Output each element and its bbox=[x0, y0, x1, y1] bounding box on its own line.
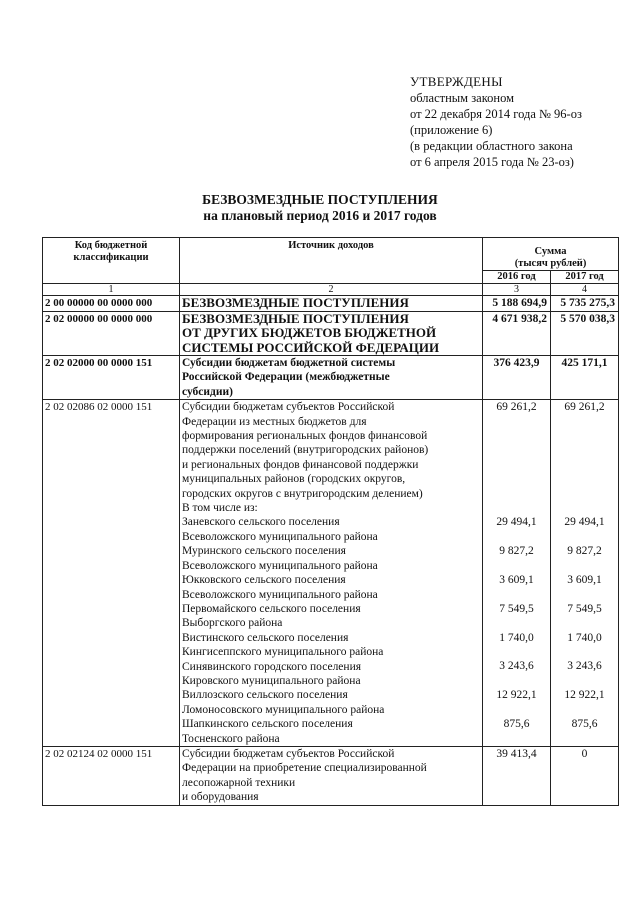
row-value-2016: 376 423,9 bbox=[483, 356, 551, 400]
value-2016: 69 261,2 bbox=[496, 401, 537, 414]
header-year-2016: 2016 год bbox=[483, 271, 551, 284]
value-2017 bbox=[553, 703, 616, 717]
row-source bbox=[180, 311, 483, 356]
source-line: Кировского муниципального района bbox=[182, 674, 361, 687]
value-2017 bbox=[553, 415, 616, 429]
value-2017: 875,6 bbox=[571, 717, 598, 730]
approval-heading: УТВЕРЖДЕНЫ bbox=[410, 74, 503, 89]
row-source bbox=[180, 400, 483, 747]
value-2017 bbox=[553, 472, 616, 486]
approval-line: (приложение 6) bbox=[410, 123, 493, 137]
value-2017: 12 922,1 bbox=[564, 689, 605, 702]
value-2016 bbox=[485, 530, 548, 544]
row-code: 2 02 02000 00 0000 151 bbox=[43, 356, 180, 400]
value-2017: 1 740,0 bbox=[567, 631, 602, 644]
row-source bbox=[180, 296, 483, 312]
row-code: 2 00 00000 00 0000 000 bbox=[43, 296, 180, 312]
source-line: ОТ ДРУГИХ БЮДЖЕТОВ БЮДЖЕТНОЙ bbox=[182, 325, 437, 340]
column-number: 3 bbox=[483, 284, 551, 296]
header-sum-label: Сумма bbox=[534, 246, 567, 257]
value-2017 bbox=[553, 559, 616, 573]
source-line: поддержки поселений (внутригородских районов) bbox=[182, 444, 429, 457]
value-2016: 3 609,1 bbox=[499, 573, 534, 586]
revenue-table bbox=[42, 237, 619, 806]
row-value-2017: 5 570 038,3 bbox=[551, 311, 619, 356]
source-line: Всеволожского муниципального района bbox=[182, 530, 378, 543]
value-2017: 7 549,5 bbox=[567, 602, 602, 615]
source-line: и региональных фондов финансовой поддержки bbox=[182, 458, 419, 471]
value-2017: 3 243,6 bbox=[567, 660, 602, 673]
source-line: субсидии) bbox=[182, 385, 233, 398]
source-line: и оборудования bbox=[182, 791, 259, 804]
value-2016: 1 740,0 bbox=[499, 631, 534, 644]
source-line: БЕЗВОЗМЕЗДНЫЕ ПОСТУПЛЕНИЯ bbox=[182, 310, 409, 326]
value-2017 bbox=[553, 674, 616, 688]
header-year-2017: 2017 год bbox=[551, 271, 619, 284]
source-line: Кингисеппского муниципального района bbox=[182, 646, 384, 659]
source-line: СИСТЕМЫ РОССИЙСКОЙ ФЕДЕРАЦИИ bbox=[182, 339, 440, 355]
approval-line: областным законом bbox=[410, 91, 515, 105]
value-2017 bbox=[553, 487, 616, 501]
source-line: Первомайского сельского поселения bbox=[182, 602, 361, 615]
table-row bbox=[43, 311, 619, 356]
source-line: Российской Федерации (межбюджетные bbox=[182, 371, 390, 384]
value-2016 bbox=[485, 487, 548, 501]
source-line: Выборгского района bbox=[182, 617, 283, 630]
column-number: 2 bbox=[180, 284, 483, 296]
value-2016 bbox=[485, 645, 548, 659]
source-line: Синявинского городского поселения bbox=[182, 660, 362, 673]
row-value-2017 bbox=[551, 400, 619, 747]
document-title bbox=[0, 192, 640, 224]
value-2017 bbox=[553, 587, 616, 601]
approval-stamp bbox=[410, 74, 582, 170]
source-line: Субсидии бюджетам субъектов Российской bbox=[182, 747, 395, 760]
value-2016: 29 494,1 bbox=[496, 516, 537, 529]
table-row bbox=[43, 400, 619, 747]
source-line: Вистинского сельского поселения bbox=[182, 631, 349, 644]
value-2017 bbox=[553, 443, 616, 457]
source-line: Федерации из местных бюджетов для bbox=[182, 415, 367, 428]
row-code: 2 02 00000 00 0000 000 bbox=[43, 311, 180, 356]
value-2016 bbox=[485, 501, 548, 515]
row-value-2017: 0 bbox=[551, 746, 619, 805]
table-row bbox=[43, 296, 619, 312]
value-2016: 9 827,2 bbox=[499, 545, 534, 558]
value-2016: 12 922,1 bbox=[496, 689, 537, 702]
value-2016 bbox=[485, 616, 548, 630]
title-line-1: БЕЗВОЗМЕЗДНЫЕ ПОСТУПЛЕНИЯ bbox=[202, 192, 438, 207]
source-line: В том числе из: bbox=[182, 502, 258, 515]
value-2017: 3 609,1 bbox=[567, 573, 602, 586]
value-2017: 69 261,2 bbox=[564, 401, 605, 414]
source-line: Субсидии бюджетам бюджетной системы bbox=[182, 357, 396, 369]
row-value-2017: 5 735 275,3 bbox=[551, 296, 619, 312]
row-value-2017: 425 171,1 bbox=[551, 356, 619, 400]
approval-line: от 6 апреля 2015 года № 23-оз) bbox=[410, 155, 574, 169]
value-2017: 29 494,1 bbox=[564, 516, 605, 529]
source-line: Юкковского сельского поселения bbox=[182, 574, 346, 587]
row-value-2016 bbox=[483, 400, 551, 747]
value-2016 bbox=[485, 429, 548, 443]
header-code: Код бюджетной классификации bbox=[43, 238, 180, 284]
source-line: Ломоносовского муниципального района bbox=[182, 703, 385, 716]
table-row bbox=[43, 356, 619, 400]
value-2016 bbox=[485, 703, 548, 717]
value-2016 bbox=[485, 472, 548, 486]
value-2017 bbox=[553, 530, 616, 544]
column-number-row bbox=[43, 284, 619, 296]
value-2016 bbox=[485, 458, 548, 472]
source-line: Муринского сельского поселения bbox=[182, 545, 346, 558]
source-line: городских округов с внутригородским делением) bbox=[182, 487, 423, 500]
column-number: 4 bbox=[551, 284, 619, 296]
value-2017: 9 827,2 bbox=[567, 545, 602, 558]
value-2017 bbox=[553, 616, 616, 630]
value-2017 bbox=[553, 645, 616, 659]
header-source: Источник доходов bbox=[180, 238, 483, 284]
source-line: Всеволожского муниципального района bbox=[182, 559, 378, 572]
source-line: Всеволожского муниципального района bbox=[182, 588, 378, 601]
value-2017 bbox=[553, 501, 616, 515]
source-line: лесопожарной техники bbox=[182, 776, 296, 789]
source-line: Заневского сельского поселения bbox=[182, 516, 340, 529]
row-code: 2 02 02124 02 0000 151 bbox=[43, 746, 180, 805]
value-2017 bbox=[553, 731, 616, 745]
value-2016: 3 243,6 bbox=[499, 660, 534, 673]
column-number: 1 bbox=[43, 284, 180, 296]
header-sum bbox=[483, 238, 619, 271]
approval-line: от 22 декабря 2014 года № 96-оз bbox=[410, 107, 582, 121]
value-2016 bbox=[485, 443, 548, 457]
value-2016 bbox=[485, 674, 548, 688]
value-2016: 875,6 bbox=[503, 717, 530, 730]
source-line: муниципальных районов (городских округов, bbox=[182, 473, 406, 486]
row-value-2016: 5 188 694,9 bbox=[483, 296, 551, 312]
source-line: Тосненского района bbox=[182, 732, 280, 745]
value-2017 bbox=[553, 429, 616, 443]
source-line: Субсидии бюджетам субъектов Российской bbox=[182, 401, 395, 414]
source-line: Виллозского сельского поселения bbox=[182, 689, 348, 702]
value-2016 bbox=[485, 587, 548, 601]
value-2016 bbox=[485, 415, 548, 429]
value-2017 bbox=[553, 458, 616, 472]
row-value-2016: 4 671 938,2 bbox=[483, 311, 551, 356]
value-2016: 7 549,5 bbox=[499, 602, 534, 615]
value-2016 bbox=[485, 559, 548, 573]
value-2016 bbox=[485, 731, 548, 745]
source-line: формирования региональных фондов финансовой bbox=[182, 430, 428, 443]
row-value-2016: 39 413,4 bbox=[483, 746, 551, 805]
approval-line: (в редакции областного закона bbox=[410, 139, 573, 153]
row-source bbox=[180, 746, 483, 805]
source-line: Шапкинского сельского поселения bbox=[182, 718, 353, 731]
header-sum-unit: (тысяч рублей) bbox=[514, 258, 587, 269]
table-header-row bbox=[43, 238, 619, 271]
row-source bbox=[180, 356, 483, 400]
source-line: Федерации на приобретение специализированной bbox=[182, 762, 427, 775]
table-row bbox=[43, 746, 619, 805]
source-line: БЕЗВОЗМЕЗДНЫЕ ПОСТУПЛЕНИЯ bbox=[182, 295, 409, 310]
row-code: 2 02 02086 02 0000 151 bbox=[43, 400, 180, 747]
title-line-2: на плановый период 2016 и 2017 годов bbox=[203, 208, 437, 223]
